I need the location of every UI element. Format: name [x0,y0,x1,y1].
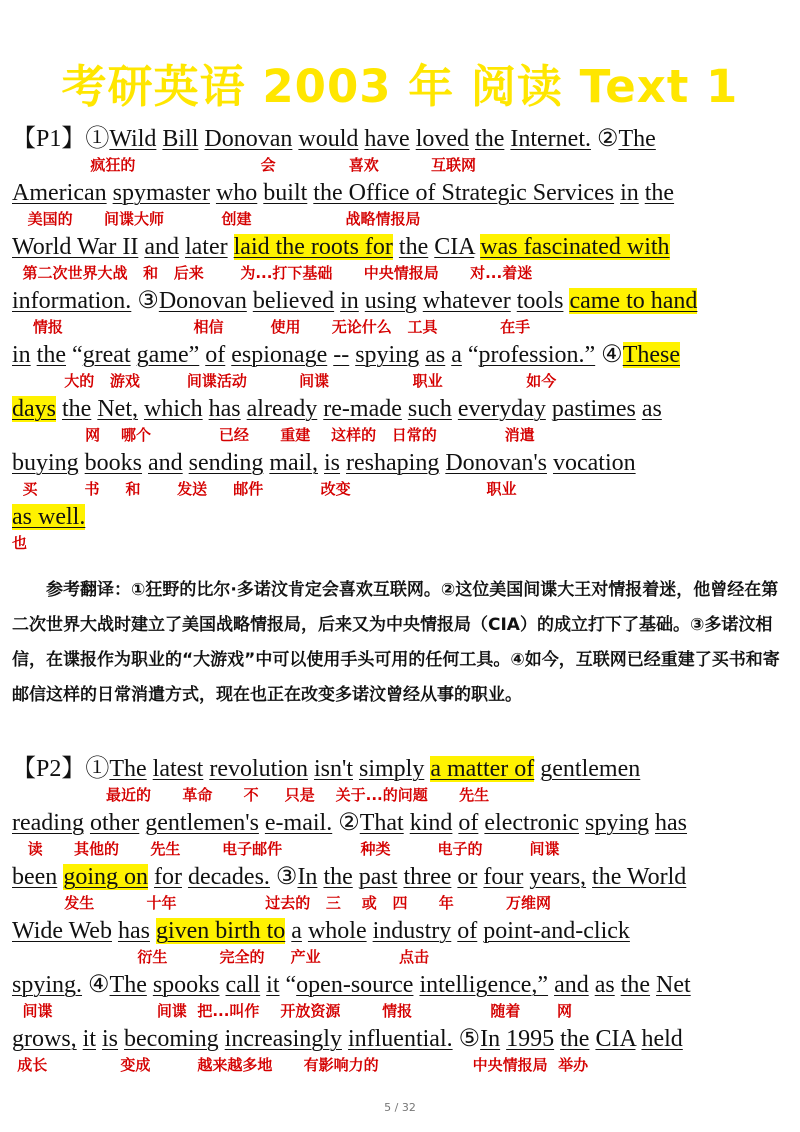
vocab-word: the [644,180,675,206]
vocab-word: information. [12,288,132,314]
english-text [12,809,687,837]
text-segment: ④ [595,342,623,368]
english-text [12,1025,683,1053]
text-segment: ③ [269,864,298,890]
text-segment: 【P2】① [12,756,110,782]
vocab-word: latest [152,756,204,782]
vocab-word: Net, [97,396,138,422]
highlighted-phrase: was fascinated with [480,234,670,260]
vocab-word: the [620,972,651,998]
vocab-word: spymaster [112,180,210,206]
vocab-word: isn't [313,756,353,782]
vocab-word: everyday [457,396,546,422]
vocab-word: loved [415,126,470,152]
vocab-word: 1995 [506,1026,555,1052]
text-line [12,917,792,971]
vocab-word: reshaping [346,450,440,476]
translation-p1 [12,573,788,713]
vocab-word: spying [355,342,420,368]
vocab-word: call [225,972,261,998]
text-segment: ② [590,126,619,152]
vocab-word: has [117,918,150,944]
highlighted-phrase: laid the roots for [233,234,393,260]
vocab-word: mail, [269,450,318,476]
highlighted-phrase: These [622,342,680,368]
english-text [12,125,656,153]
vocab-word: simply [358,756,425,782]
vocab-word: the Office of Strategic Services [313,180,615,206]
vocab-word: as [641,396,662,422]
vocab-word: That [359,810,404,836]
vocab-word: In [480,1026,501,1052]
vocab-word: profession.” [478,342,596,368]
chinese-gloss: 衍生 完全的 产业 点击 [12,948,429,966]
vocab-word: who [215,180,258,206]
vocab-word: grows, [12,1026,77,1052]
chinese-gloss: 成长 变成 越来越多地 有影响力的 中央情报局 举办 [12,1056,589,1074]
highlighted-phrase: days [12,396,56,422]
chinese-gloss: 疯狂的 会 喜欢 互联网 [12,156,476,174]
text-line [12,449,792,503]
text-segment: ② [332,810,360,836]
vocab-word: The [109,756,147,782]
vocab-word: whatever [422,288,511,314]
vocab-word: a [451,342,462,368]
text-line [12,287,792,341]
vocab-word: increasingly [224,1026,342,1052]
vocab-word: a [291,918,302,944]
vocab-word: is [102,1026,119,1052]
vocab-word: has [655,810,688,836]
vocab-word: and [144,234,179,260]
vocab-word: in [12,342,31,368]
vocab-word: kind [409,810,453,836]
vocab-word: open-source [296,972,414,998]
vocab-word: American [12,180,107,206]
text-line [12,755,792,809]
highlighted-phrase: given birth to [155,918,286,944]
vocab-word: in [340,288,359,314]
english-text [12,755,640,783]
text-segment: ④ [82,972,110,998]
vocab-word: game” [136,342,200,368]
text-segment: “ [66,342,83,368]
english-text [12,287,697,315]
english-text [12,233,670,261]
chinese-gloss: 间谍 间谍 把...叫作 开放资源 情报 随着 网 [12,1002,572,1020]
vocab-word: The [109,972,147,998]
vocab-word: In [297,864,318,890]
vocab-word: such [407,396,452,422]
chinese-gloss: 大的 游戏 间谍活动 间谍 职业 如今 [12,372,557,390]
english-text [12,917,630,945]
vocab-word: electronic [484,810,579,836]
vocab-word: Wide Web [12,918,112,944]
text-line [12,179,792,233]
vocab-word: World War II [12,234,139,260]
chinese-gloss: 美国的 间谍大师 创建 战略情报局 [12,210,421,228]
vocab-word: decades. [187,864,270,890]
vocab-word: Donovan [158,288,247,314]
vocab-word: which [143,396,203,422]
vocab-word: buying [12,450,79,476]
vocab-word: of [457,918,478,944]
vocab-word: the [36,342,66,368]
vocab-word: built [263,180,308,206]
text-line [12,1025,792,1079]
vocab-word: books [84,450,143,476]
vocab-word: have [364,126,410,152]
vocab-word: sending [188,450,264,476]
vocab-word: and [148,450,183,476]
text-segment: “ [279,972,297,998]
english-text [12,341,680,369]
chinese-gloss: 情报 相信 使用 无论什么 工具 在手 [12,318,531,336]
highlighted-phrase: came to hand [569,288,698,314]
vocab-word: believed [252,288,335,314]
vocab-word: great [82,342,131,368]
english-text [12,395,662,423]
page-number: 5 / 32 [384,1101,416,1114]
vocab-word: past [358,864,398,890]
vocab-word: gentlemen [540,756,641,782]
vocab-word: using [364,288,417,314]
text-segment: ③ [131,288,159,314]
text-line [12,233,792,287]
highlighted-phrase: a matter of [430,756,535,782]
highlighted-phrase: going on [63,864,148,890]
vocab-word: point-and-click [483,918,630,944]
english-text [12,503,85,531]
vocab-word: CIA [595,1026,636,1052]
vocab-word: been [12,864,58,890]
vocab-word: industry [372,918,452,944]
vocab-word: whole [307,918,367,944]
text-line [12,863,792,917]
vocab-word: the World [592,864,687,890]
vocab-word: in [620,180,639,206]
vocab-word: has [208,396,241,422]
chinese-gloss: 第二次世界大战 和 后来 为...打下基础 中央情报局 对...着迷 [12,264,533,282]
vocab-word: as [594,972,615,998]
vocab-word: for [153,864,182,890]
vocab-word: gentlemen's [145,810,259,836]
vocab-word: of [458,810,479,836]
english-text [12,179,674,207]
vocab-word: already [246,396,318,422]
text-line [12,503,792,557]
vocab-word: Donovan's [445,450,547,476]
text-line [12,395,792,449]
vocab-word: spying. [12,972,83,998]
vocab-word: it [82,1026,97,1052]
vocab-word: influential. [347,1026,453,1052]
chinese-gloss: 发生 十年 过去的 三 或 四 年 万维网 [12,894,551,912]
vocab-word: is [324,450,341,476]
chinese-gloss: 网 哪个 已经 重建 这样的 日常的 消遣 [12,426,535,444]
vocab-word: revolution [209,756,308,782]
text-segment: ⑤ [452,1026,481,1052]
vocab-word: espionage [231,342,328,368]
vocab-word: the [323,864,353,890]
vocab-word: reading [12,810,84,836]
chinese-gloss: 最近的 革命 不 只是 关于...的问题 先生 [12,786,490,804]
vocab-word: re-made [323,396,402,422]
text-line [12,971,792,1025]
text-segment [228,234,234,260]
vocab-word: CIA [434,234,475,260]
english-text [12,971,691,999]
vocab-word: four [483,864,524,890]
vocab-word: it [266,972,280,998]
vocab-word: would [298,126,359,152]
vocab-word: the [560,1026,590,1052]
vocab-word: years, [529,864,587,890]
vocab-word: pastimes [551,396,636,422]
vocab-word: the [62,396,92,422]
vocab-word: other [89,810,140,836]
vocab-word: the [398,234,429,260]
vocab-word: e-mail. [264,810,333,836]
paragraph-p2 [12,755,792,1079]
text-segment: 【P1】① [12,126,110,152]
paragraph-p1 [12,125,792,557]
text-segment: “ [461,342,479,368]
chinese-gloss: 买 书 和 发送 邮件 改变 职业 [12,480,517,498]
vocab-word: the [475,126,505,152]
vocab-word: becoming [124,1026,219,1052]
vocab-word: spooks [152,972,220,998]
vocab-word: Wild [109,126,157,152]
text-line [12,341,792,395]
vocab-word: intelligence,” [419,972,549,998]
vocab-word: held [641,1026,683,1052]
vocab-word: and [554,972,589,998]
vocab-word: The [618,126,656,152]
page-title: 考研英语 2003 年 阅读 Text 1 [61,60,739,113]
vocab-word: Donovan [204,126,293,152]
highlighted-phrase: as well. [12,504,86,530]
translation-text: 参考翻译：①狂野的比尔·多诺汶肯定会喜欢互联网。②这位美国间谍大王对情报着迷，他曾经在第二次世界大战时建立了美国战略情报局，后来又为中央情报局（CIA）的成立打下了基础。③多诺汶相信，在谍报作为职业的“大游戏”中可以使用手头可用的任何工具。④如今，互联网已经重建了买书和寄邮信这样的日常消遣方式，现在也正在改变多诺汶曾经从事的职业。 [12,580,780,705]
vocab-word: spying [585,810,650,836]
vocab-word: later [184,234,228,260]
vocab-word: of [205,342,226,368]
vocab-word: vocation [552,450,636,476]
vocab-word: three [403,864,452,890]
vocab-word: Net [656,972,691,998]
vocab-word: -- [333,342,350,368]
vocab-word: Bill [162,126,199,152]
text-line [12,809,792,863]
english-text [12,863,686,891]
vocab-word: Internet. [510,126,591,152]
chinese-gloss: 也 [12,534,28,552]
chinese-gloss: 读 其他的 先生 电子邮件 种类 电子的 间谍 [12,840,560,858]
vocab-word: or [457,864,478,890]
text-line [12,125,792,179]
vocab-word: tools [516,288,564,314]
vocab-word: as [425,342,446,368]
english-text [12,449,636,477]
